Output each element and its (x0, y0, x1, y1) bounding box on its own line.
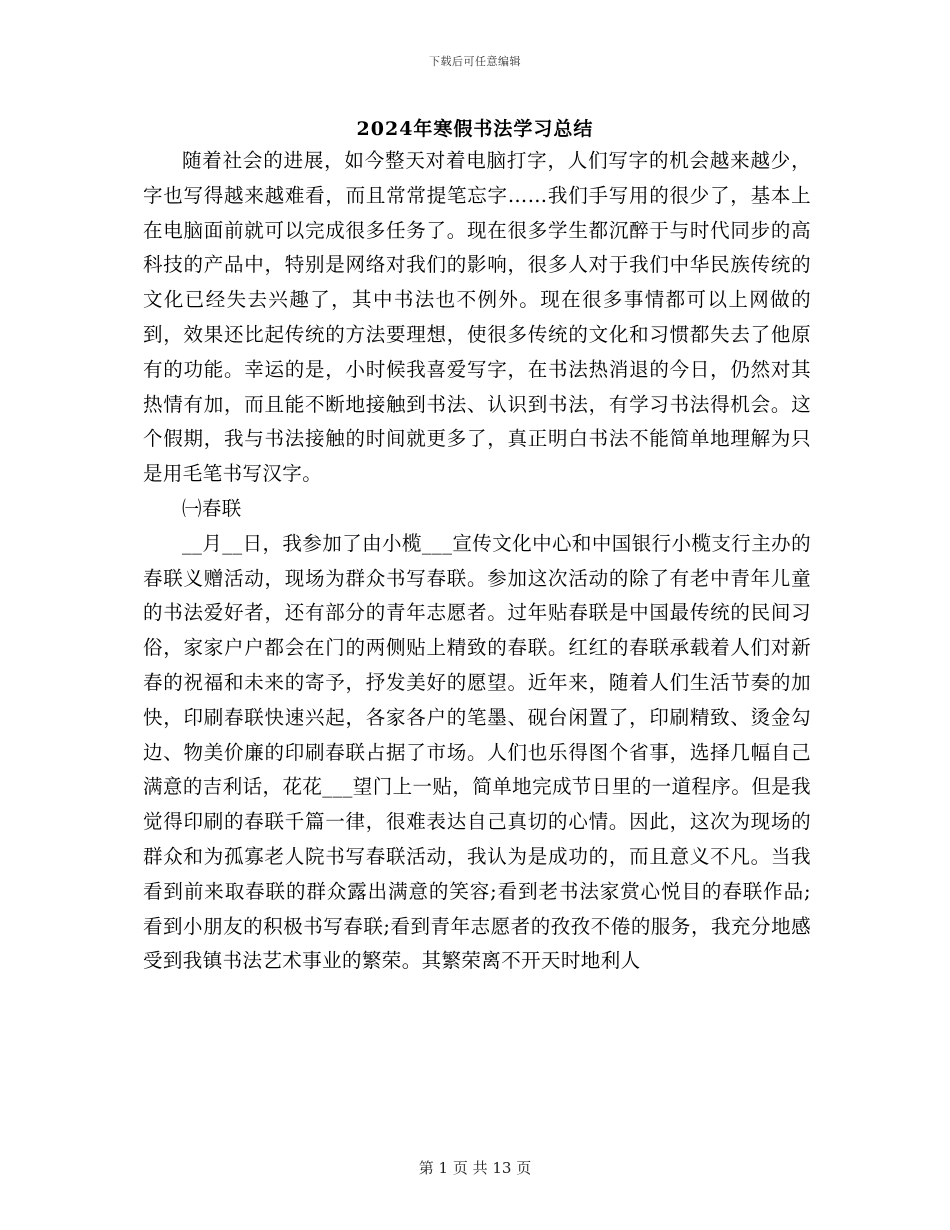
section-heading-spring-couplets: ㈠春联 (182, 496, 242, 520)
spring-couplets-paragraph: __月__日，我参加了由小榄___宣传文化中心和中国银行小榄支行主办的春联义赠活动，现场为群众书写春联。参加这次活动的除了有老中青年儿童的书法爱好者，还有部分的青年志愿者。过年贴春联是中国最传统的民间习俗，家家户户都会在门的两侧贴上精致的春联。红红的春联承载着人们对新春的祝福和未来的寄予，抒发美好的愿望。近年来，随着人们生活节奏的加快，印刷春联快速兴起，各家各户的笔墨、砚台闲置了，印刷精致、烫金勾边、物美价廉的印刷春联占据了市场。人们也乐得图个省事，选择几幅自己满意的吉利话，花花___望门上一贴，简单地完成节日里的一道程序。但是我觉得印刷的春联千篇一律，很难表达自己真切的心情。因此，这次为现场的群众和为孤寡老人院书写春联活动，我认为是成功的，而且意义不凡。当我看到前来取春联的群众露出满意的笑容;看到老书法家赏心悦目的春联作品;看到小朋友的积极书写春联;看到青年志愿者的孜孜不倦的服务，我充分地感受到我镇书法艺术事业的繁荣。其繁荣离不开天时地利人 (143, 531, 811, 973)
intro-paragraph: 随着社会的进展，如今整天对着电脑打字，人们写字的机会越来越少，字也写得越来越难看，而且常常提笔忘字……我们手写用的很少了，基本上在电脑面前就可以完成很多任务了。现在很多学生都沉醉于与时代同步的高科技的产品中，特别是网络对我们的影响，很多人对于我们中华民族传统的文化已经失去兴趣了，其中书法也不例外。现在很多事情都可以上网做的到，效果还比起传统的方法要理想，使很多传统的文化和习惯都失去了他原有的功能。幸运的是，小时候我喜爱写字，在书法热消退的今日，仍然对其热情有加，而且能不断地接触到书法、认识到书法，有学习书法得机会。这个假期，我与书法接触的时间就更多了，真正明白书法不能简单地理解为只是用毛笔书写汉字。 (143, 149, 811, 486)
document-title: 2024年寒假书法学习总结 (356, 118, 594, 140)
page-header-note: 下载后可任意编辑 (429, 55, 521, 68)
document-body (143, 144, 811, 979)
page-number-footer: 第 1 页 共 13 页 (418, 1159, 532, 1177)
